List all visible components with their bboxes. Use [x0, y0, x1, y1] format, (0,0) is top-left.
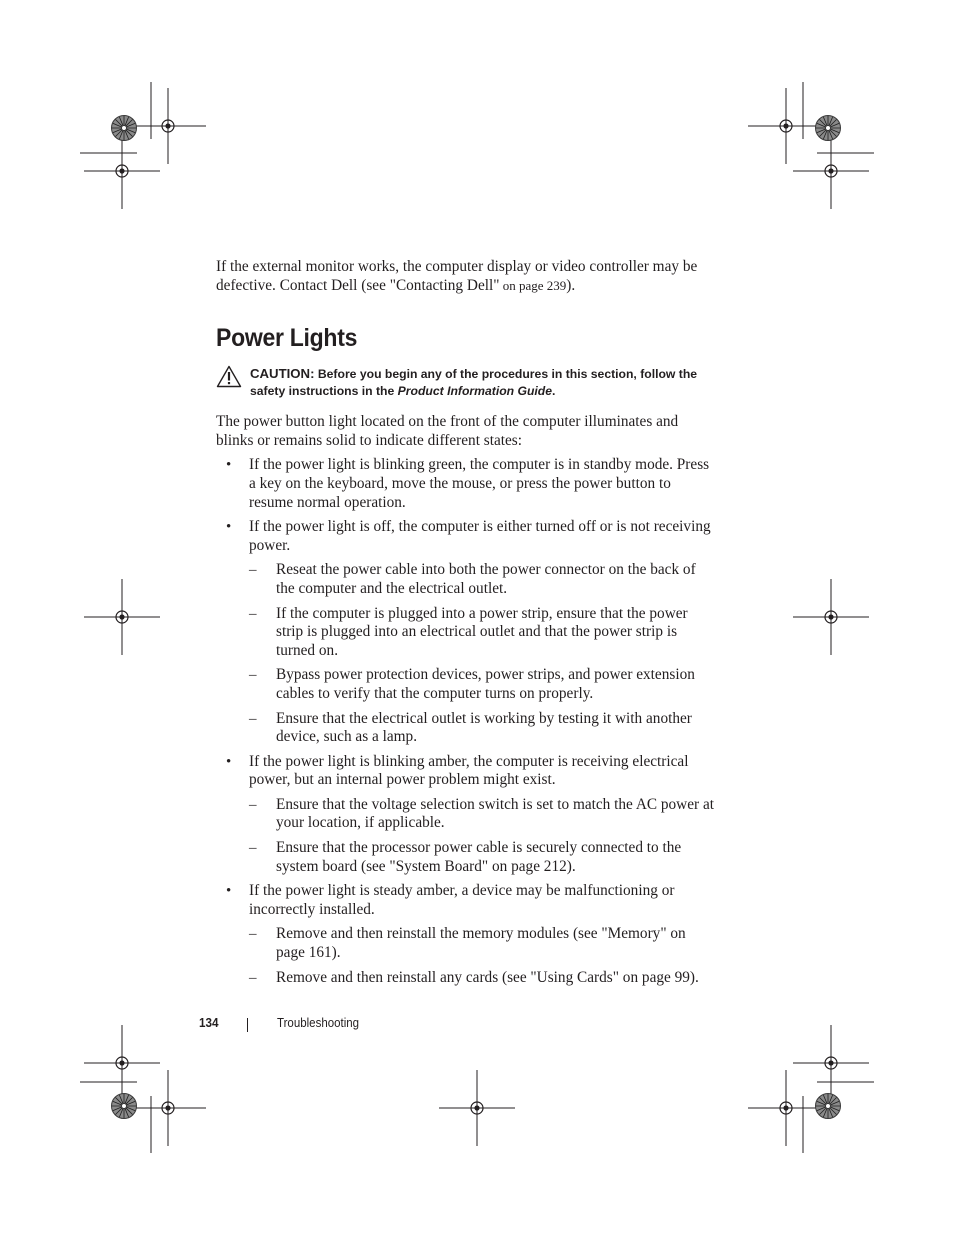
troubleshooting-steps — [249, 925, 716, 987]
troubleshooting-step — [249, 796, 716, 833]
step-text: – Remove and then reinstall any cards (see "Using Cards" on page 99). — [276, 968, 699, 986]
intro-paragraph — [216, 258, 716, 295]
caution-body: Before you begin any of the procedures in this section, follow the safety instructions in the — [250, 367, 698, 399]
power-state-text: • If the power light is steady amber, a device may be malfunctioning or incorrectly installed. — [249, 882, 675, 918]
troubleshooting-steps — [249, 561, 716, 746]
guide-title: Product Information Guide — [397, 384, 553, 399]
section-title: Power Lights — [216, 324, 358, 353]
power-state-text: • If the power light is blinking amber, the computer is receiving electrical power, but an internal power problem might exist. — [249, 752, 689, 789]
footer-section-title: Troubleshooting — [277, 1016, 360, 1030]
troubleshooting-step — [249, 710, 716, 747]
description-paragraph: The power button light located on the front of the computer illuminates and blinks or remains solid to indicate different states: — [216, 413, 679, 449]
caution-notice — [216, 365, 716, 400]
troubleshooting-step — [249, 839, 716, 876]
page-content — [216, 258, 716, 987]
power-state-text: • If the power light is blinking green, the computer is in standby mode. Press a key on the keyboard, move the mouse, or press the power button to resume normal operation. — [249, 456, 710, 511]
step-text: – Ensure that the voltage selection switch is set to match the AC power at your location, if applicable. — [276, 795, 714, 832]
step-text: – Reseat the power cable into both the power connector on the back of the computer and the electrical outlet. — [276, 561, 696, 597]
power-state-text: • If the power light is off, the computer is either turned off or is not receiving power. — [249, 518, 711, 554]
troubleshooting-step — [249, 925, 716, 962]
page-reference: on page 239 — [499, 277, 567, 293]
troubleshooting-step — [249, 666, 716, 703]
step-text: – Remove and then reinstall the memory modules (see "Memory" on page 161). — [276, 925, 686, 962]
troubleshooting-step — [249, 605, 716, 661]
step-text: – If the computer is plugged into a power strip, ensure that the power strip is plugged into an electrical outlet and that the power strip is turned on. — [276, 604, 688, 659]
warning-triangle-icon — [216, 365, 242, 388]
intro-text: If the external monitor works, the computer display or video controller may be defective. Contact Dell (see "Contacting Dell" — [216, 258, 698, 294]
troubleshooting-step — [249, 969, 716, 988]
intro-closing: ). — [566, 276, 576, 294]
power-state-list — [216, 456, 716, 987]
page-number: 134 — [199, 1015, 219, 1030]
power-state-item — [216, 518, 716, 747]
troubleshooting-steps — [249, 796, 716, 876]
troubleshooting-step — [249, 561, 716, 598]
power-state-item — [216, 753, 716, 877]
caution-end: . — [552, 384, 556, 399]
power-state-item — [216, 882, 716, 987]
caution-label: CAUTION: — [250, 366, 315, 382]
step-text: – Ensure that the processor power cable is securely connected to the system board (see "System Board" on page 212). — [276, 839, 682, 875]
caution-text — [250, 365, 716, 400]
step-text: – Ensure that the electrical outlet is working by testing it with another device, such as a lamp. — [276, 709, 692, 746]
footer-divider — [247, 1018, 248, 1032]
power-state-item — [216, 456, 716, 512]
step-text: – Bypass power protection devices, power strips, and power extension cables to verify that the computer turns on properly. — [276, 666, 695, 702]
